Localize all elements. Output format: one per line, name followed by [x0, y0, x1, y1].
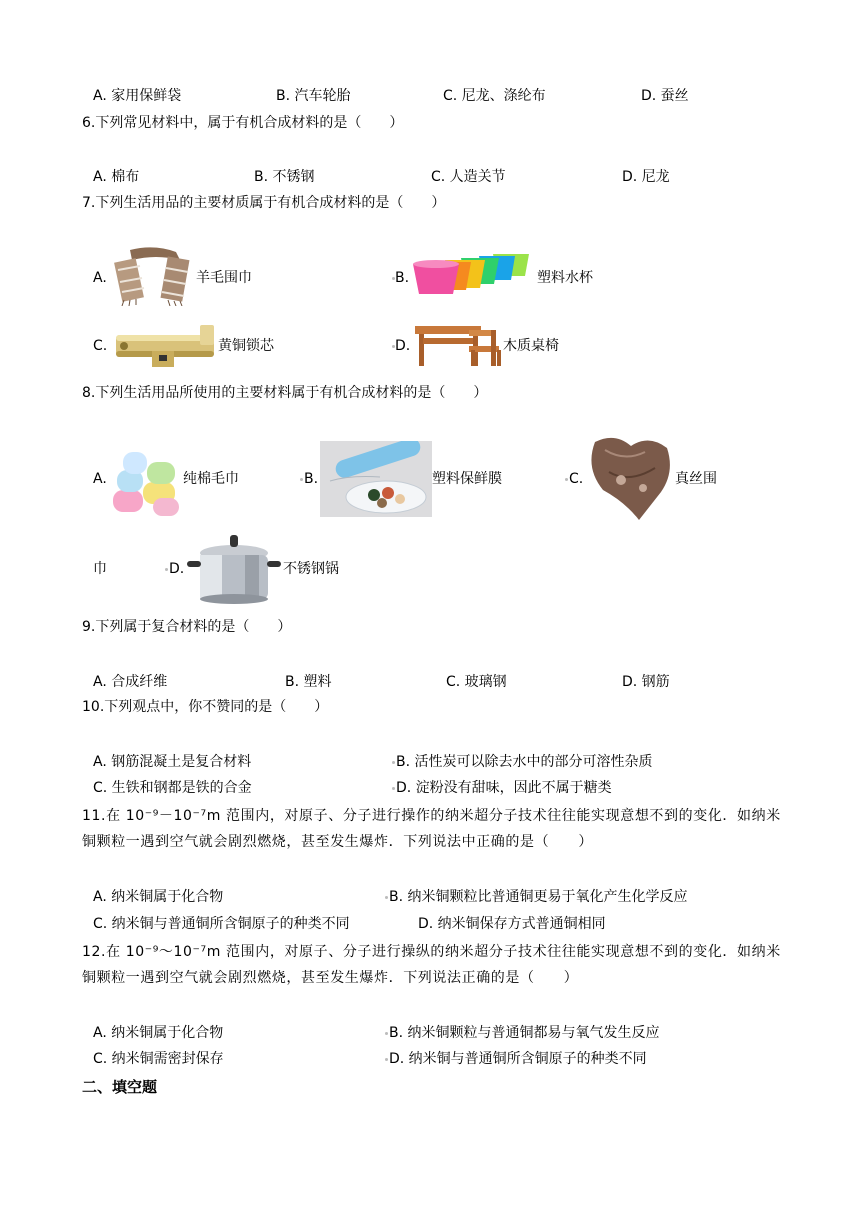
q7-option-b: B. — [395, 270, 410, 286]
q6-option-d: D. 尼龙 — [622, 169, 670, 185]
section-title-fill-in: 二、填空题 — [82, 1078, 158, 1096]
q7-option-c: C. — [93, 338, 108, 354]
q6-option-b: B. 不锈钢 — [254, 169, 315, 185]
q12-option-d: D. 纳米铜与普通铜所含铜原子的种类不同 — [389, 1051, 647, 1067]
q12-option-c: C. 纳米铜需密封保存 — [93, 1051, 224, 1067]
q8-option-a: A. — [93, 471, 107, 487]
q8-option-a-label: 纯棉毛巾 — [183, 471, 239, 487]
q7-option-a-label: 羊毛围巾 — [196, 270, 252, 286]
brass-lock-cylinder-image — [112, 321, 218, 369]
q10-option-b: B. 活性炭可以除去水中的部分可溶性杂质 — [396, 754, 653, 770]
q9-option-a: A. 合成纤维 — [93, 674, 168, 690]
q7-option-b-label: 塑料水杯 — [537, 270, 593, 286]
q7-option-c-label: 黄铜锁芯 — [218, 338, 274, 354]
q10-option-d: D. 淀粉没有甜味，因此不属于糖类 — [396, 780, 612, 796]
q6-option-a: A. 棉布 — [93, 169, 140, 185]
q5-option-b: B. 汽车轮胎 — [276, 88, 351, 104]
q11-option-d: D. 纳米铜保存方式普通铜相同 — [418, 916, 606, 932]
q12-option-a: A. 纳米铜属于化合物 — [93, 1025, 224, 1041]
q8-option-d: D. — [169, 561, 185, 577]
q6-stem: 6.下列常见材料中，属于有机合成材料的是（ ） — [82, 115, 404, 131]
q12-option-b: B. 纳米铜颗粒与普通铜都易与氧气发生反应 — [389, 1025, 660, 1041]
q7-stem: 7.下列生活用品的主要材质属于有机合成材料的是（ ） — [82, 195, 446, 211]
q9-option-b: B. 塑料 — [285, 674, 332, 690]
q11-option-b: B. 纳米铜颗粒比普通铜更易于氧化产生化学反应 — [389, 889, 688, 905]
q11-stem: 11.在 10⁻⁹－10⁻⁷m 范围内，对原子、分子进行操作的纳米超分子技术往往能实现意想不到的变化．如纳米铜颗粒一遇到空气就会剧烈燃烧，甚至发生爆炸．下列说法中正确的是（ ） — [82, 808, 781, 850]
q8-option-c: C. — [569, 471, 584, 487]
q8-option-c-label: 真丝围 — [675, 471, 717, 487]
q6-option-c: C. 人造关节 — [431, 169, 506, 185]
q5-option-d: D. 蚕丝 — [641, 88, 689, 104]
wool-scarf-image — [110, 246, 196, 306]
q9-option-d: D. 钢筋 — [622, 674, 670, 690]
q8-option-c-label-cont: 巾 — [93, 561, 107, 577]
q10-stem: 10.下列观点中，你不赞同的是（ ） — [82, 699, 329, 715]
q7-option-d-label: 木质桌椅 — [503, 338, 559, 354]
q9-option-c: C. 玻璃钢 — [446, 674, 507, 690]
q10-option-c: C. 生铁和钢都是铁的合金 — [93, 780, 252, 796]
q12-stem: 12.在 10⁻⁹～10⁻⁷m 范围内，对原子、分子进行操纵的纳米超分子技术往往能实现意想不到的变化．如纳米铜颗粒一遇到空气就会剧烈燃烧，甚至发生爆炸．下列说法正确的是（ ） — [82, 944, 781, 986]
q8-option-d-label: 不锈钢锅 — [283, 561, 339, 577]
q10-option-a: A. 钢筋混凝土是复合材料 — [93, 754, 252, 770]
q8-option-b: B. — [304, 471, 319, 487]
plastic-wrap-image — [320, 441, 432, 517]
stainless-pot-image — [185, 531, 283, 607]
cotton-towels-image — [109, 446, 183, 520]
q11-option-a: A. 纳米铜属于化合物 — [93, 889, 224, 905]
silk-scarf-image — [585, 432, 675, 524]
q5-option-a: A. 家用保鲜袋 — [93, 88, 182, 104]
q8-stem: 8.下列生活用品所使用的主要材料属于有机合成材料的是（ ） — [82, 385, 488, 401]
plastic-cups-image — [409, 250, 537, 296]
q11-option-c: C. 纳米铜与普通铜所含铜原子的种类不同 — [93, 916, 350, 932]
q9-stem: 9.下列属于复合材料的是（ ） — [82, 619, 292, 635]
q8-option-b-label: 塑料保鲜膜 — [432, 471, 502, 487]
wooden-desk-chair-image — [413, 320, 503, 368]
q5-option-c: C. 尼龙、涤纶布 — [443, 88, 546, 104]
q7-option-d: D. — [395, 338, 411, 354]
q7-option-a: A. — [93, 270, 107, 286]
